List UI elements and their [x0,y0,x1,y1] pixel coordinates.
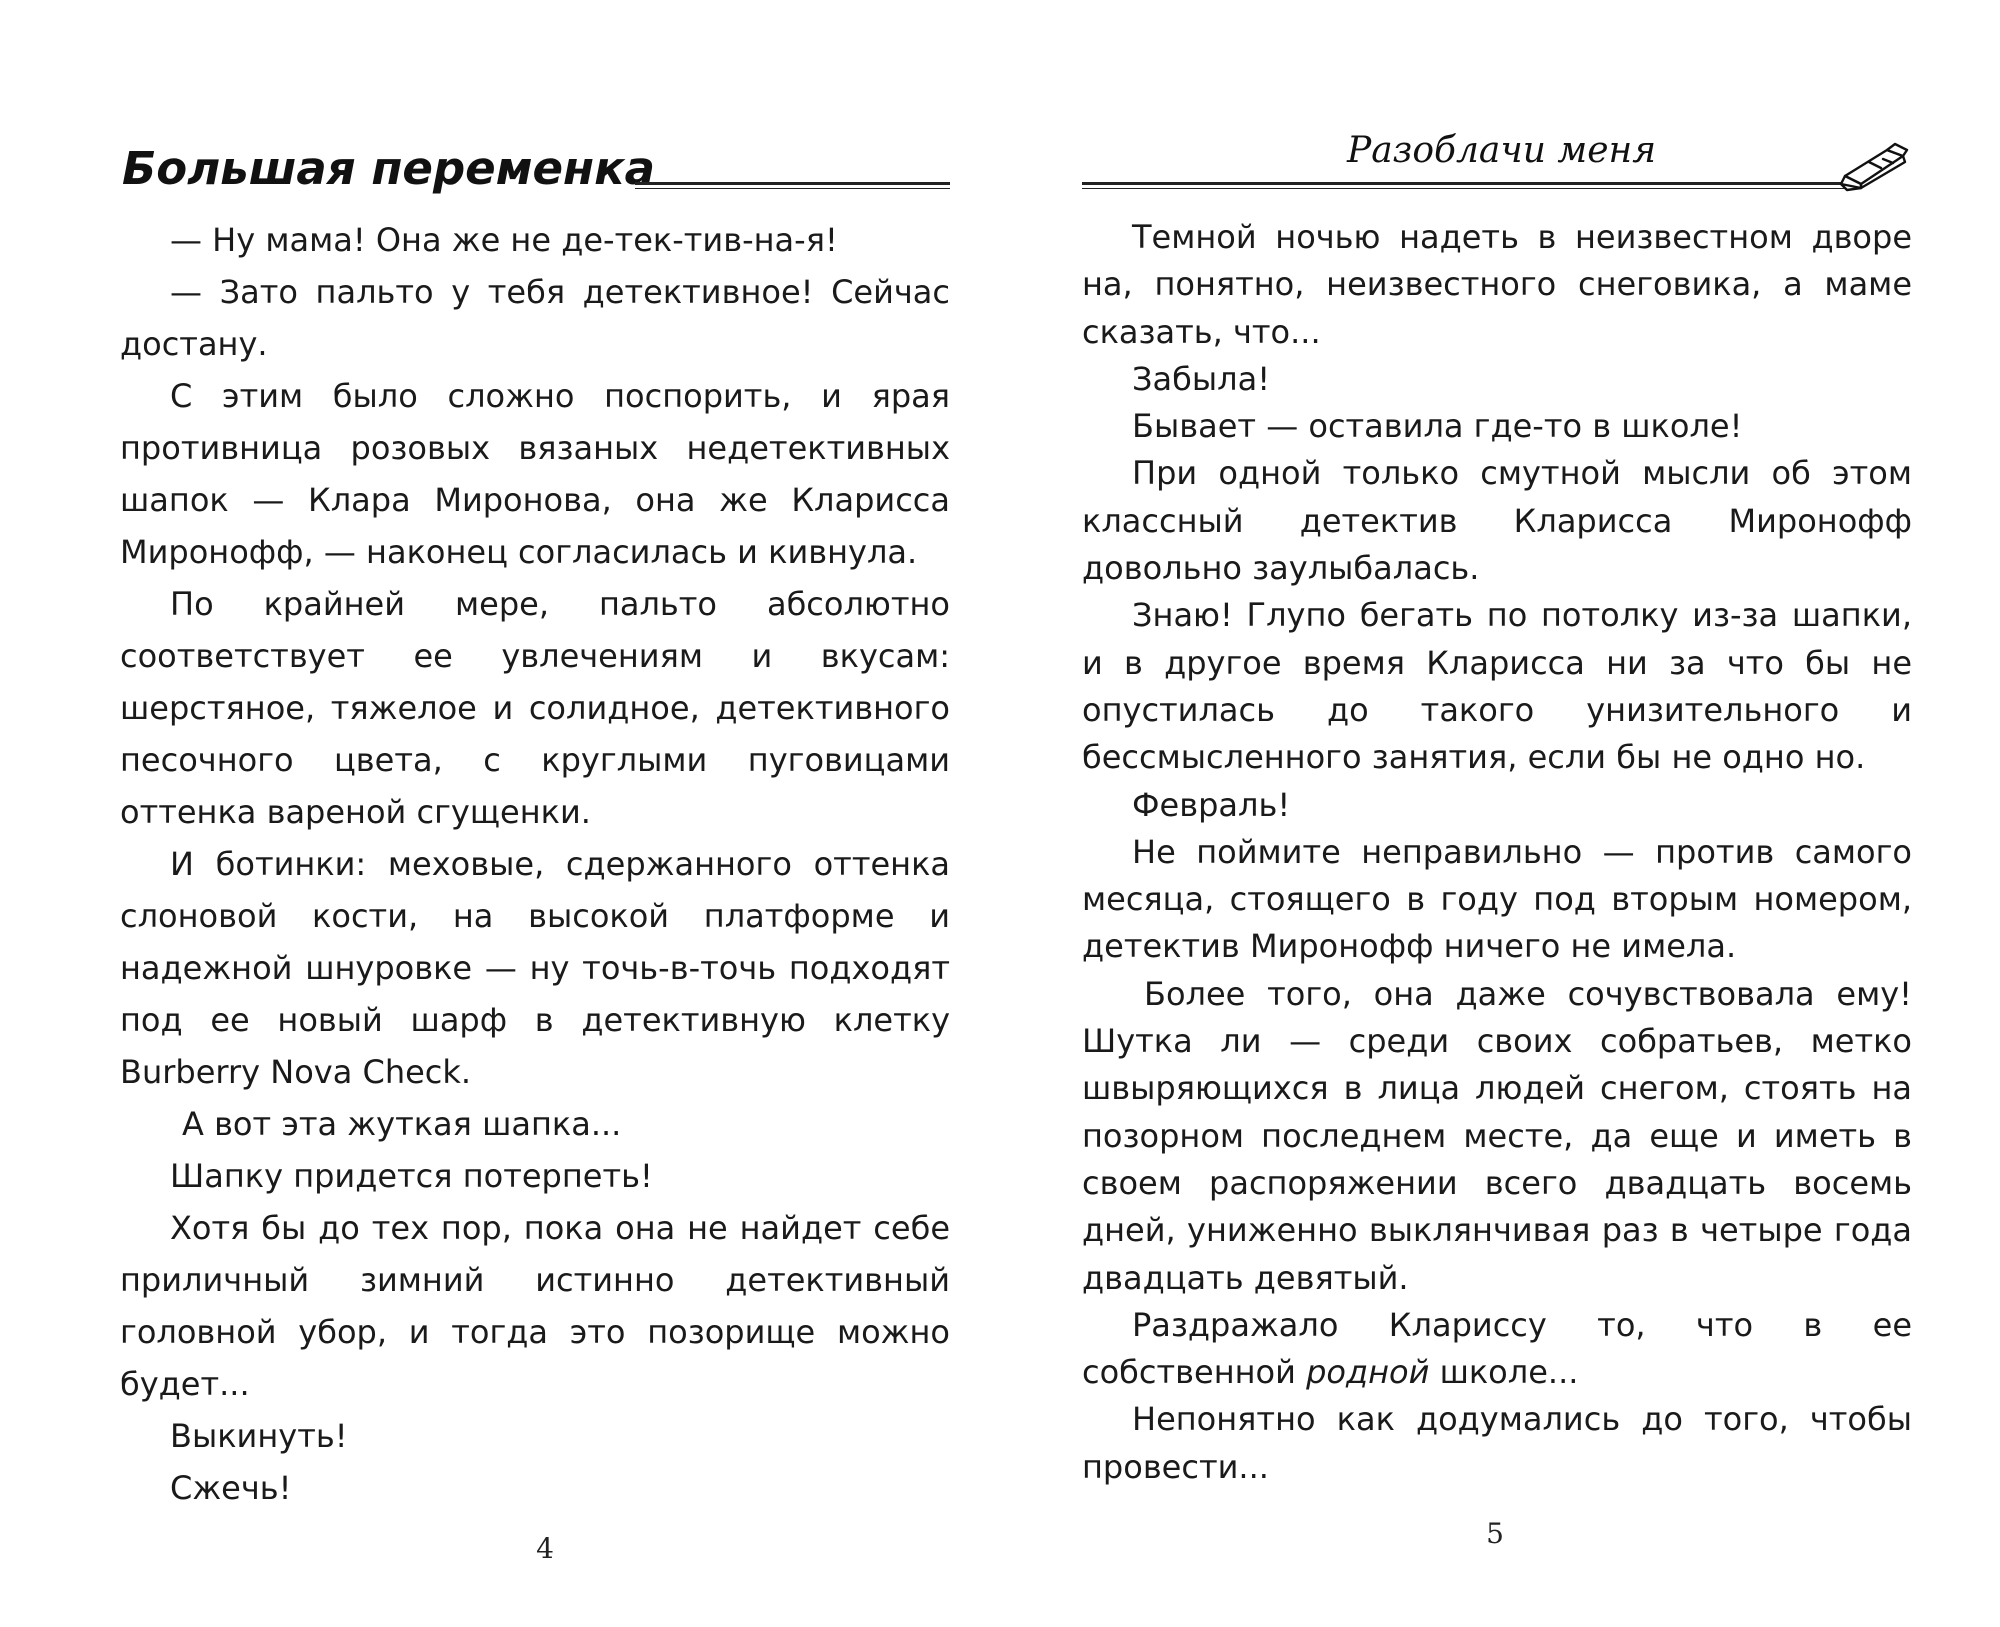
paragraph: По крайней мере, пальто абсолютно соответствует ее увлечениям и вкусам: шерстяное, тяжелое и солидное, детективного песочного цвета, с круглыми пуговицами оттенка вареной сгущенки. [120,585,950,831]
paragraph: — Зато пальто у тебя детективное! Сейчас достану. [120,273,950,363]
right-page-header [1082,120,1912,200]
paragraph: Выкинуть! [170,1417,348,1455]
paragraph: — Ну мама! Она же не де-тек-тив-на-я! [170,221,838,259]
left-page-header [120,120,950,200]
paragraph: Февраль! [1132,785,1291,824]
paragraph: Шапку придется потерпеть! [170,1157,653,1195]
paragraph: Бывает — оставила где-то в школе! [1132,407,1743,446]
paragraph: Сжечь! [170,1469,292,1507]
paragraph: А вот эта жуткая шапка... [182,1105,622,1143]
paragraph: Более того, она даже сочувствовала ему! Шутка ли — среди своих собратьев, метко швыряющихся в лица людей снегом, стоять на позорном последнем месте, да еще и иметь в своем распоряжении всего двадцать восемь дней, униженно выклянчивая раз в четыре года двадцать девятый. [1082,974,1912,1297]
right-page-text [1082,214,1912,1491]
left-page-text [120,214,950,1514]
paragraph: Непонятно как додумались до того, чтобы провести... [1082,1400,1912,1486]
pencil-icon [1839,132,1909,194]
emphasis-text: родной [1306,1353,1430,1392]
right-page [1082,0,1912,1627]
paragraph: С этим было сложно поспорить, и ярая противница розовых вязаных недетективных шапок — Клара Миронова, она же Кларисса Миронофф, — наконец согласилась и кивнула. [120,377,950,571]
paragraph: При одной только смутной мысли об этом классный детектив Кларисса Миронофф довольно заулыбалась. [1082,454,1912,588]
chapter-title: Разоблачи меня [1347,130,1657,171]
paragraph: Темной ночью надеть в неизвестном дворе на, понятно, неизвестного снеговика, а маме сказать, что... [1082,218,1912,351]
page-number: 5 [1486,1517,1504,1550]
paragraph: Не поймите неправильно — против самого месяца, стоящего в году под вторым номером, детектив Миронофф ничего не имела. [1082,832,1912,966]
paragraph-text: Раздражало Клариссу то, что в ее собственной [1082,1305,1912,1392]
paragraph: Забыла! [1132,359,1271,398]
header-rule [1082,182,1847,189]
paragraph-text: школе... [1429,1353,1579,1392]
header-rule [635,182,950,189]
paragraph: И ботинки: меховые, сдержанного оттенка слоновой кости, на высокой платформе и надежной шнуровке — ну точь-в-точь подходят под ее новый шарф в детективную клетку Burberry Nova Check. [120,845,950,1091]
page-number: 4 [536,1532,554,1565]
paragraph: Знаю! Глупо бегать по потолку из-за шапки, и в другое время Кларисса ни за что бы не опустилась до такого унизительного и бессмысленного занятия, если бы не одно но. [1082,596,1912,777]
paragraph: Хотя бы до тех пор, пока она не найдет себе приличный зимний истинно детективный головной убор, и тогда это позорище можно будет... [120,1209,950,1403]
book-title: Большая переменка [122,142,655,195]
paragraph [1082,1302,1912,1397]
left-page [120,0,950,1627]
